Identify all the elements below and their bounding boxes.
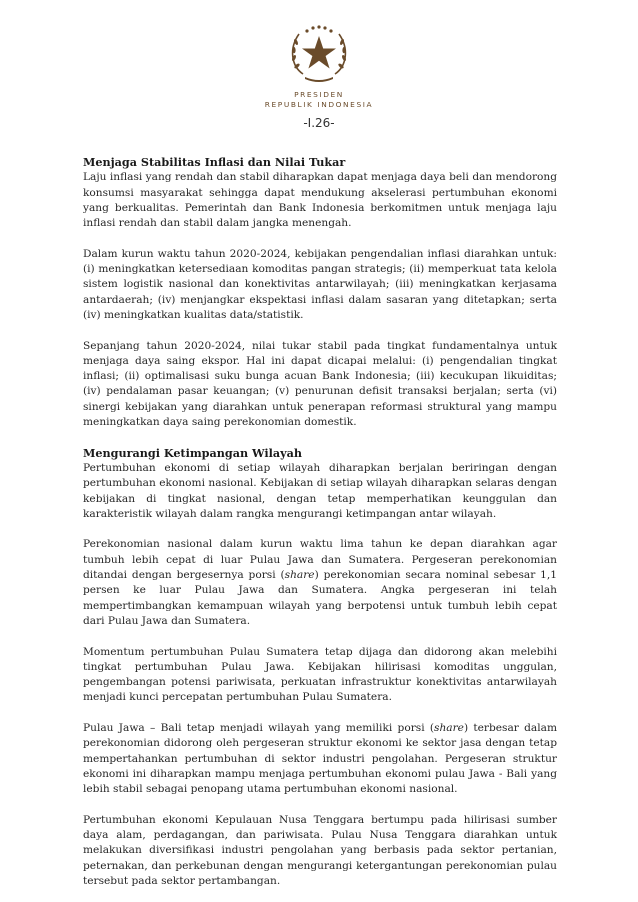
paragraph: Sepanjang tahun 2020-2024, nilai tukar stabil pada tingkat fundamentalnya untuk menjaga daya saing ekspor. Hal ini dapat dicapai melalui: (i) pengendalian tingkat inflasi; (ii) optimalisasi suku bunga acuan Bank Indonesia; (iii) kecukupan likuiditas; (iv) pendalaman pasar keuangan; (v) penurunan defisit transaksi berjalan; serta (vi) sinergi kebijakan yang diarahkan untuk penerapan reformasi struktural yang mampu meningkatkan daya saing perekonomian domestik. (83, 339, 557, 429)
page-number: -I.26- (303, 116, 335, 130)
paragraph: Momentum pertumbuhan Pulau Sumatera tetap dijaga dan didorong akan melebihi tingkat pertumbuhan Pulau Jawa. Kebijakan hilirisasi komoditas unggulan, pengembangan potensi pariwisata, perkuatan infrastruktur konektivitas antarwilayah menjadi kunci percepatan pertumbuhan Pulau Sumatera. (83, 645, 557, 704)
paragraph: Pulau Jawa – Bali tetap menjadi wilayah yang memiliki porsi (share) terbesar dalam perekonomian didorong oleh pergeseran struktur ekonomi ke sektor jasa dengan tetap mempertahankan pertumbuhan di sektor industri pengolahan. Pergeseran struktur ekonomi ini diharapkan mampu menjaga pertumbuhan ekonomi pulau Jawa - Bali yang lebih stabil sebagai penopang utama pertumbuhan ekonomi nasional. (83, 721, 557, 796)
paragraph: Laju inflasi yang rendah dan stabil diharapkan dapat menjaga daya beli dan mendorong konsumsi masyarakat sehingga dapat mendukung akselerasi pertumbuhan ekonomi yang berkualitas. Pemerintah dan Bank Indonesia berkomitmen untuk menjaga laju inflasi rendah dan stabil dalam jangka menengah. (83, 171, 557, 230)
institution-line-1: PRESIDEN (294, 90, 344, 99)
institution-name (0, 90, 638, 109)
paragraph: Perekonomian nasional dalam kurun waktu lima tahun ke depan diarahkan agar tumbuh lebih cepat di luar Pulau Jawa dan Sumatera. Pergeseran perekonomian ditandai dengan bergesernya porsi (share) perekonomian secara nominal sebesar 1,1 persen ke luar Pulau Jawa dan Sumatera. Angka pergeseran ini telah mempertimbangkan kemampuan wilayah yang berpotensi untuk tumbuh lebih cepat dari Pulau Jawa dan Sumatera. (83, 538, 557, 627)
paragraph: Pertumbuhan ekonomi di setiap wilayah diharapkan berjalan beriringan dengan pertumbuhan ekonomi nasional. Kebijakan di setiap wilayah diharapkan selaras dengan kebijakan di tingkat nasional, dengan tetap memperhatikan keunggulan dan karakteristik wilayah dalam rangka mengurangi ketimpangan antar wilayah. (83, 461, 557, 520)
section-heading-inflation: Menjaga Stabilitas Inflasi dan Nilai Tukar (83, 155, 346, 169)
section-heading-regional-inequality: Mengurangi Ketimpangan Wilayah (83, 445, 302, 460)
institution-line-2: REPUBLIK INDONESIA (264, 99, 374, 109)
paragraph: Dalam kurun waktu tahun 2020-2024, kebijakan pengendalian inflasi diarahkan untuk: (i) meningkatkan ketersediaan komoditas pangan strategis; (ii) memperkuat tata kelola sistem logistik nasional dan konektivitas antarwilayah; (iii) meningkatkan kerjasama antardaerah; (iv) menjangkar ekspektasi inflasi dalam sasaran yang ditetapkan; serta (iv) meningkatkan kualitas data/statistik. (83, 247, 557, 321)
paragraph: Pertumbuhan ekonomi Kepulauan Nusa Tenggara bertumpu pada hilirisasi sumber daya alam, perdagangan, dan pariwisata. Pulau Nusa Tenggara diarahkan untuk melakukan diversifikasi industri pengolahan yang berbasis pada sektor pertanian, peternakan, dan perkebunan dengan mengurangi ketergantungan perekonomian pulau tersebut pada sektor pertambangan. (83, 813, 557, 887)
page-header (0, 22, 638, 109)
italic-term: share (284, 569, 315, 582)
italic-term: share (434, 721, 464, 734)
presidential-emblem-icon (281, 22, 357, 86)
document-body (83, 155, 557, 889)
